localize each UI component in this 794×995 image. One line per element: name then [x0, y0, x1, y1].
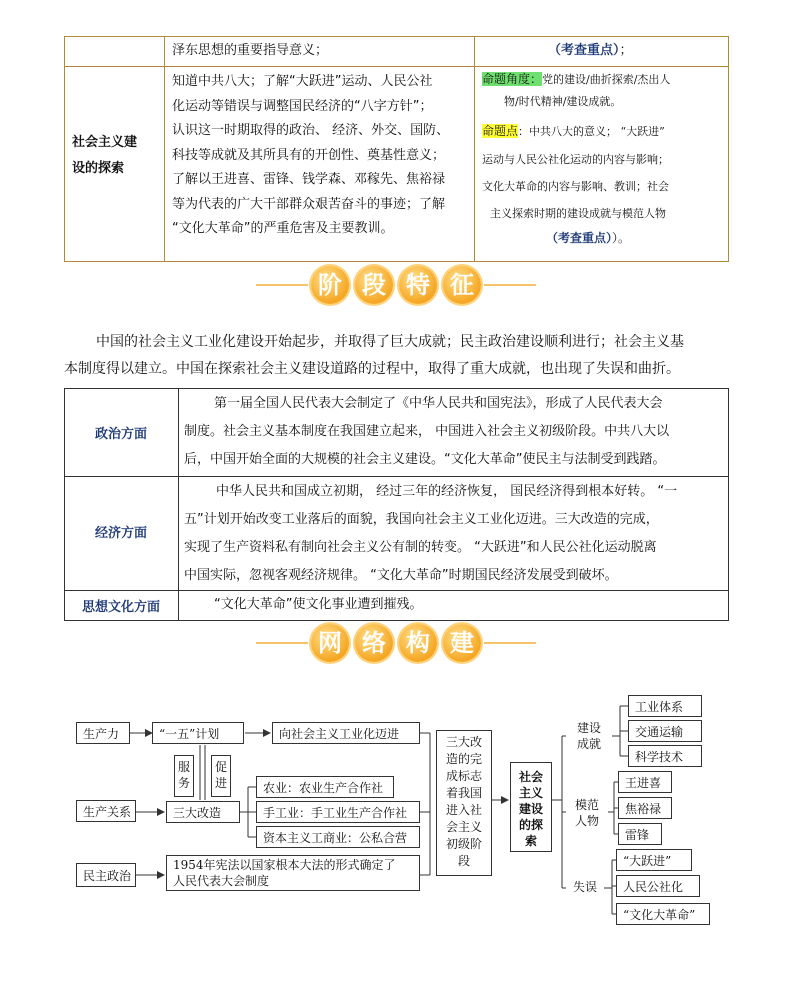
angle-text-cont: 物/时代精神/建设成就。 — [504, 95, 622, 108]
productivity-box: 生产力 — [76, 722, 130, 744]
political-label: 政治方面 — [94, 427, 147, 442]
row1-suffix: ； — [619, 43, 633, 58]
angle-label: 命题角度： — [482, 72, 543, 86]
promote-label: 促进 — [214, 760, 227, 790]
communes-box: 人民公社化 — [616, 875, 700, 897]
model-label-line: 模范 — [574, 798, 599, 812]
point-text: 运动与人民公社化运动的内容与影响； — [482, 153, 669, 166]
center-line: 的探 — [518, 818, 543, 832]
center-line: 索 — [524, 834, 537, 848]
political-line: 第一届全国人民代表大会制定了《中华人民共和国宪法》，形成了人民代表大会 — [214, 396, 663, 411]
relations-box: 生产关系 — [76, 800, 136, 822]
constitution-line: 人民代表大会制度 — [173, 874, 270, 888]
requirement-line: “文化大革命”的严重危害及主要教训。 — [172, 221, 394, 236]
wang-jinxi-box: 王进喜 — [618, 771, 672, 793]
constitution-line: 1954年宪法以国家根本大法的形式确定了 — [173, 858, 396, 872]
cultural-revolution-box: “文化大革命” — [616, 903, 710, 925]
topic-line: 社会主义建 — [72, 135, 138, 150]
requirement-line: 知道中共八大；了解“大跃进”运动、人民公社 — [172, 74, 433, 89]
requirement-line: 化运动等错误与调整国民经济的“八字方针”； — [172, 98, 433, 114]
democracy-box: 民主政治 — [76, 863, 136, 887]
transport-box: 交通运输 — [628, 720, 702, 742]
completion-line: 会主义 — [445, 820, 482, 834]
requirement-line: 了解以王进喜、雷锋、钱学森、邓稼先、焦裕禄 — [172, 172, 446, 187]
banner-char: 阶 — [311, 266, 349, 304]
five-year-plan-box: “一五”计划 — [152, 722, 244, 744]
point-label: 命题点 — [482, 124, 519, 138]
completion-line: 着我国 — [445, 786, 482, 800]
exam-focus-note: （考查重点） — [548, 43, 620, 58]
economic-line: 五”计划开始改变工业落后的面貌，我国向社会主义工业化迈进。三大改造的完成， — [184, 512, 659, 527]
completion-line: 段 — [457, 854, 470, 868]
capitalist-box: 资本主义工商业：公私合营 — [256, 826, 420, 848]
agriculture-box: 农业：农业生产合作社 — [256, 776, 394, 798]
construction-label — [566, 720, 612, 752]
completion-line: 成标志 — [445, 769, 482, 783]
industrialize-box: 向社会主义工业化迈进 — [272, 722, 420, 744]
culture-text: “文化大革命”使文化事业遭到摧残。 — [214, 597, 423, 612]
serve-box — [174, 755, 194, 797]
serve-label: 服务 — [177, 760, 190, 790]
economic-line: 实现了生产资料私有制向社会主义公有制的转变。 “大跃进”和人民公社化运动脱离 — [184, 540, 657, 555]
construction-label-line: 建设 — [576, 721, 601, 735]
completion-line: 造的完 — [445, 752, 482, 766]
exam-focus-note: （考查重点） — [546, 231, 613, 245]
banner-char: 构 — [399, 624, 437, 662]
center-line: 社会 — [518, 770, 543, 784]
paragraph-line: 中国的社会主义工业化建设开始起步，并取得了巨大成就；民主政治建设顺利进行；社会主义基 — [96, 334, 684, 350]
science-box: 科学技术 — [628, 745, 702, 767]
model-label — [566, 797, 608, 829]
row1-content: 泽东思想的重要指导意义； — [172, 43, 329, 58]
point-text: 主义探索时期的建设成就与模范人物 — [490, 207, 666, 220]
angle-text: 党的建设/曲折探索/杰出人 — [542, 73, 671, 86]
topic-line: 设的探索 — [72, 161, 125, 176]
completion-box — [436, 730, 492, 876]
point-text: 文化大革命的内容与影响、教训；社会 — [482, 180, 669, 193]
paragraph-line: 本制度得以建立。中国在探索社会主义建设道路的过程中，取得了重大成就，也出现了失误和曲折。 — [64, 361, 680, 377]
requirement-line: 等为代表的广大干部群众艰苦奋斗的事迹；了解 — [172, 196, 446, 212]
constitution-box — [166, 855, 420, 891]
economic-line: 中国实际，忽视客观经济规律。 “文化大革命”时期国民经济发展受到破坏。 — [184, 568, 618, 583]
promote-box — [211, 755, 231, 797]
economic-line: 中华人民共和国成立初期， 经过三年的经济恢复， 国民经济得到根本好转。 “一 — [216, 484, 678, 499]
completion-line: 三大改 — [445, 735, 482, 749]
lei-feng-box: 雷锋 — [618, 823, 662, 845]
center-line: 建设 — [518, 802, 543, 816]
economic-label: 经济方面 — [94, 526, 147, 541]
banner-char: 建 — [443, 624, 481, 662]
banner-char: 征 — [443, 266, 481, 304]
three-reforms-box: 三大改造 — [166, 801, 240, 823]
great-leap-box: “大跃进” — [616, 849, 692, 871]
point-suffix: ）。 — [612, 231, 631, 245]
banner-char: 络 — [355, 624, 393, 662]
center-line: 主义 — [518, 786, 543, 800]
political-line: 后，中国开始全面的大规模的社会主义建设。“文化大革命”使民主与法制受到践踏。 — [184, 452, 666, 467]
requirement-line: 认识这一时期取得的政治、 经济、外交、国防、 — [172, 123, 450, 138]
banner-char: 特 — [399, 266, 437, 304]
banner-char: 网 — [311, 624, 349, 662]
jiao-yulu-box: 焦裕禄 — [618, 797, 672, 819]
completion-line: 进入社 — [445, 803, 482, 817]
completion-line: 初级阶 — [445, 837, 482, 851]
center-box — [510, 762, 552, 852]
banner-char: 段 — [355, 266, 393, 304]
model-label-line: 人物 — [574, 814, 599, 828]
culture-label: 思想文化方面 — [81, 600, 160, 615]
construction-label-line: 成就 — [576, 737, 601, 751]
point-text: ：中共八大的意义； “大跃进” — [518, 125, 665, 138]
handicraft-box: 手工业：手工业生产合作社 — [256, 801, 420, 823]
industry-system-box: 工业体系 — [628, 695, 702, 717]
mistake-label: 失误 — [572, 880, 597, 894]
requirement-line: 科技等成就及其所具有的开创性、奠基性意义； — [172, 147, 446, 163]
political-line: 制度。社会主义基本制度在我国建立起来， 中国进入社会主义初级阶段。中共八大以 — [184, 424, 670, 439]
